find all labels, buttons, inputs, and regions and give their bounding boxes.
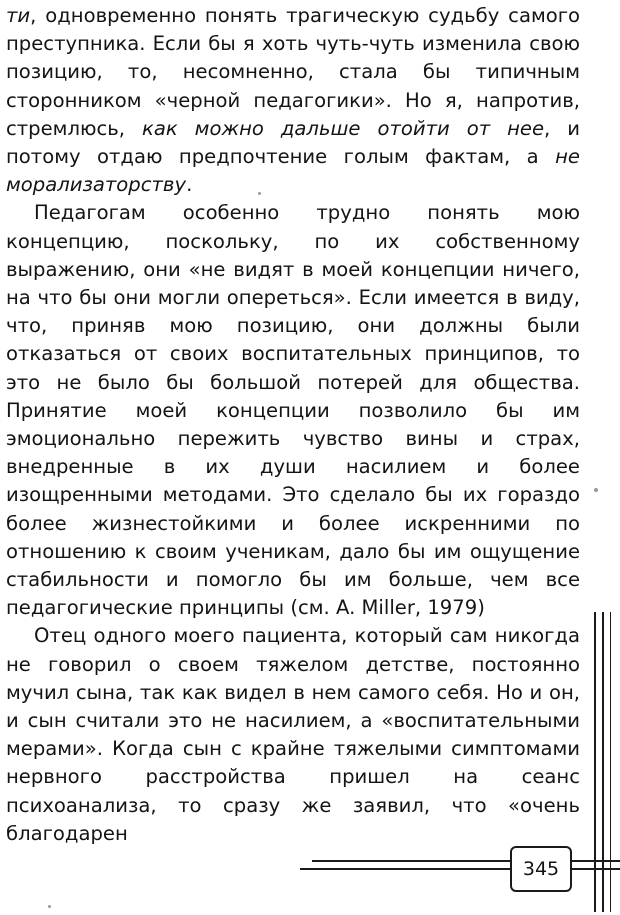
paragraph-3: Отец одного моего пациента, который сам никогда не говорил о своем тяжелом детстве, постоянно мучил сына, так как видел в нем самого себя. Но и он, и сын считали это не насилием, а «воспитательными мерами». Когда сын с крайне тяжелыми симптомами нервного расстройства пришел на сеанс психоанализа, то сразу же заявил, что «очень благодарен — [6, 624, 580, 845]
emphasis-text: как можно дальше отойти от нее — [142, 116, 545, 140]
emphasis-text: не морализаторству — [6, 145, 580, 197]
paragraph-2: Педагогам особенно трудно понять мою концепцию, поскольку, по их собственному выражению, они «не видят в моей концепции ничего, на что бы они могли опереться». Если имеется в виду, что, приняв мою позицию, они должны были отказаться от своих воспитательных принципов, то это не было бы большой потерей для общества. Принятие моей концепции позволило бы им эмоционально пережить чувство вины и страх, внедренные в их души насилием и более изощренными методами. Это сделало бы их гораздо более жизнестойкими и более искренними по отношению к своим ученикам, дало бы им ощущение стабильности и помогло бы им больше, чем все педагогические принципы (см. A. Miller, 1979) — [6, 201, 580, 620]
text-span: . — [186, 173, 193, 197]
page-number: 345 — [510, 846, 572, 892]
scan-speck — [48, 905, 51, 908]
footer-rule — [572, 868, 620, 870]
text-span: , одновременно понять трагическую судьбу самого преступника. Если бы я хоть чуть-чуть изменила свою позицию, то, несомненно, стала бы типичным сторонником «черной педагогики». Но я, напротив, стремлюсь, — [6, 4, 580, 140]
footer-rule — [572, 860, 620, 862]
text-span: , и потому отдаю предпочтение голым фактам, а — [6, 116, 580, 169]
footer-rule — [300, 868, 510, 870]
page-text — [6, 2, 580, 848]
margin-rule — [594, 612, 596, 912]
margin-rule — [602, 612, 604, 912]
margin-rule — [610, 612, 611, 912]
footer-rule — [312, 860, 510, 862]
paragraph-1 — [6, 2, 580, 199]
scan-speck — [258, 192, 261, 195]
scan-speck — [594, 488, 598, 492]
text-span: ти — [6, 4, 31, 27]
